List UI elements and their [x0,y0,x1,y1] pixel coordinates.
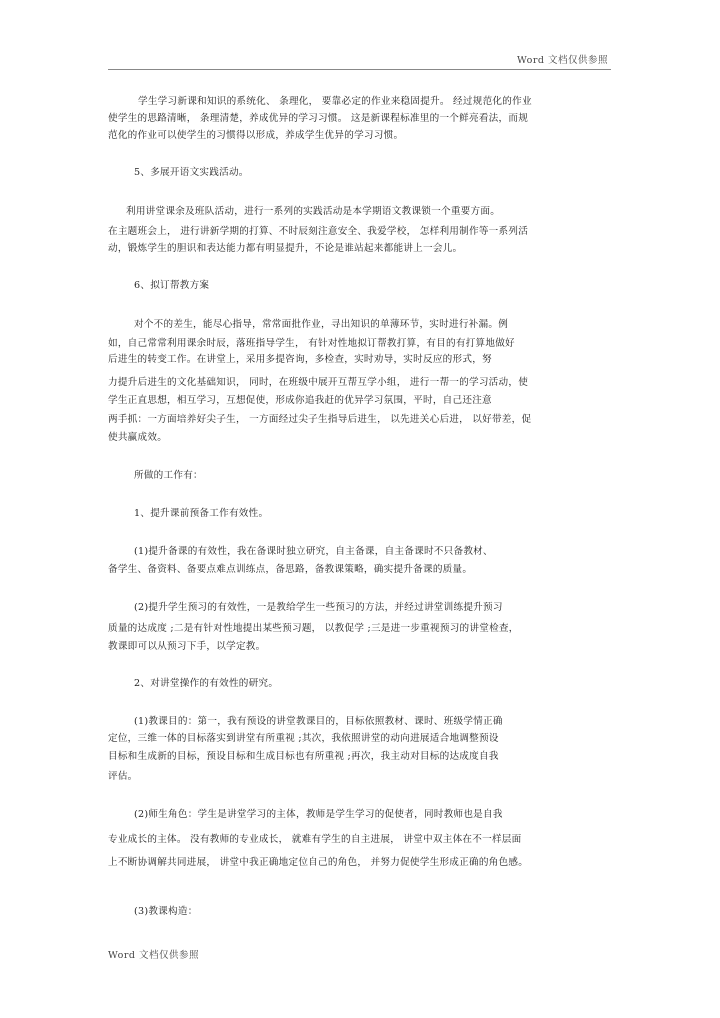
paragraph-line: 学生学习新课和知识的系统化、 条理化， 要靠必定的作业来稳固提升。 经过规范化的作业 [138,96,532,107]
paragraph-line: 两手抓：一方面培养好尖子生， 一方面经过尖子生指导后进生， 以先进关心后进， 以好带差，促 [108,414,532,425]
section-heading: 1、提升课前预备工作有效性。 [134,508,269,519]
paragraph-line: 上不断协调解共同进展， 讲堂中我正确地定位自己的角色， 并努力促使学生形成正确的角色感。 [108,857,529,868]
paragraph-line: 后进生的转变工作。在讲堂上，采用多提咨询，多检查，实时劝导，实时反应的形式，努 [108,354,492,365]
header-rule [108,69,611,70]
paragraph-line: 使共赢成效。 [108,432,168,443]
paragraph-line: 专业成长的主体。 没有教师的专业成长， 就难有学生的自主进展， 讲堂中双主体在不一样层面 [108,834,522,845]
section-heading: 6、拟订帮教方案 [134,280,210,291]
section-heading: (3)教课构造： [134,906,198,917]
paragraph-line: 利用讲堂课余及班队活动，进行一系列的实践活动是本学期语文教课锁一个重要方面。 [126,206,501,217]
paragraph-line: 质量的达成度 ;二是有针对性地提出某些预习题， 以教促学 ;三是进一步重视预习的讲堂检查， [108,623,519,634]
paragraph-line: 如，自己常常利用课余时辰，落班指导学生， 有针对性地拟订帮教打算，有目的有打算地做好 [108,338,515,349]
section-heading: 所做的工作有： [134,470,203,481]
page-footer: Word 文档仅供参照 [108,950,199,961]
paragraph-line: (2)提升学生预习的有效性，一是教给学生一些预习的方法，并经过讲堂训练提升预习 [134,602,503,613]
paragraph-line: 目标和生成新的目标，预设目标和生成目标也有所重视 ;再次，我主动对目标的达成度自我 [108,751,499,762]
paragraph-line: (2)师生角色：学生是讲堂学习的主体，教师是学生学习的促使者，同时教师也是自我 [134,809,503,820]
paragraph-line: (1)提升备课的有效性，我在备课时独立研究，自主备课，自主备课时不只备教材、 [134,546,493,557]
paragraph-line: 对个不的差生，能尽心指导，常常面批作业，寻出知识的单薄环节，实时进行补漏。例 [134,319,509,330]
paragraph-line: 力提升后进生的文化基础知识， 同时，在班级中展开互帮互学小组， 进行一帮一的学习活动，使 [108,377,529,388]
paragraph-line: 定位，三维一体的目标落实到讲堂有所重视 ;其次，我依照讲堂的动向进展适合地调整预设 [108,733,499,744]
section-heading: 5、多展开语文实践活动。 [134,167,249,178]
paragraph-line: 学生正直思想，相互学习，互想促使，形成你追我赶的优异学习氛围，平时，自己还注意 [108,395,492,406]
paragraph-line: 教课即可以从预习下手，以学定教。 [108,641,266,652]
paragraph-line: 在主题班会上， 进行讲新学期的打算、不时辰刻注意安全、我爱学校， 怎样利用制作等一系列活 [108,226,529,237]
paragraph-line: 评估。 [108,771,138,782]
paragraph-line: 备学生、备资料、备要点难点训练点，备思路，备教课策略，确实提升备课的质量。 [108,564,473,575]
page-header: Word 文档仅供参照 [517,55,608,66]
paragraph-line: 使学生的思路清晰， 条理清楚，养成优异的学习习惯。 这是新课程标准里的一个鲜亮看法，而规 [108,113,529,124]
paragraph-line: 范化的作业可以使学生的习惯得以形成，养成学生优异的学习习惯。 [108,130,404,141]
paragraph-line: (1)教课目的：第一，我有预设的讲堂教课目的，目标依照教材、课时、班级学情正确 [134,716,503,727]
paragraph-line: 动，锻炼学生的胆识和表达能力都有明显提升，不论是谁站起来都能讲上一会儿。 [108,243,463,254]
section-heading: 2、对讲堂操作的有效性的研究。 [134,678,279,689]
